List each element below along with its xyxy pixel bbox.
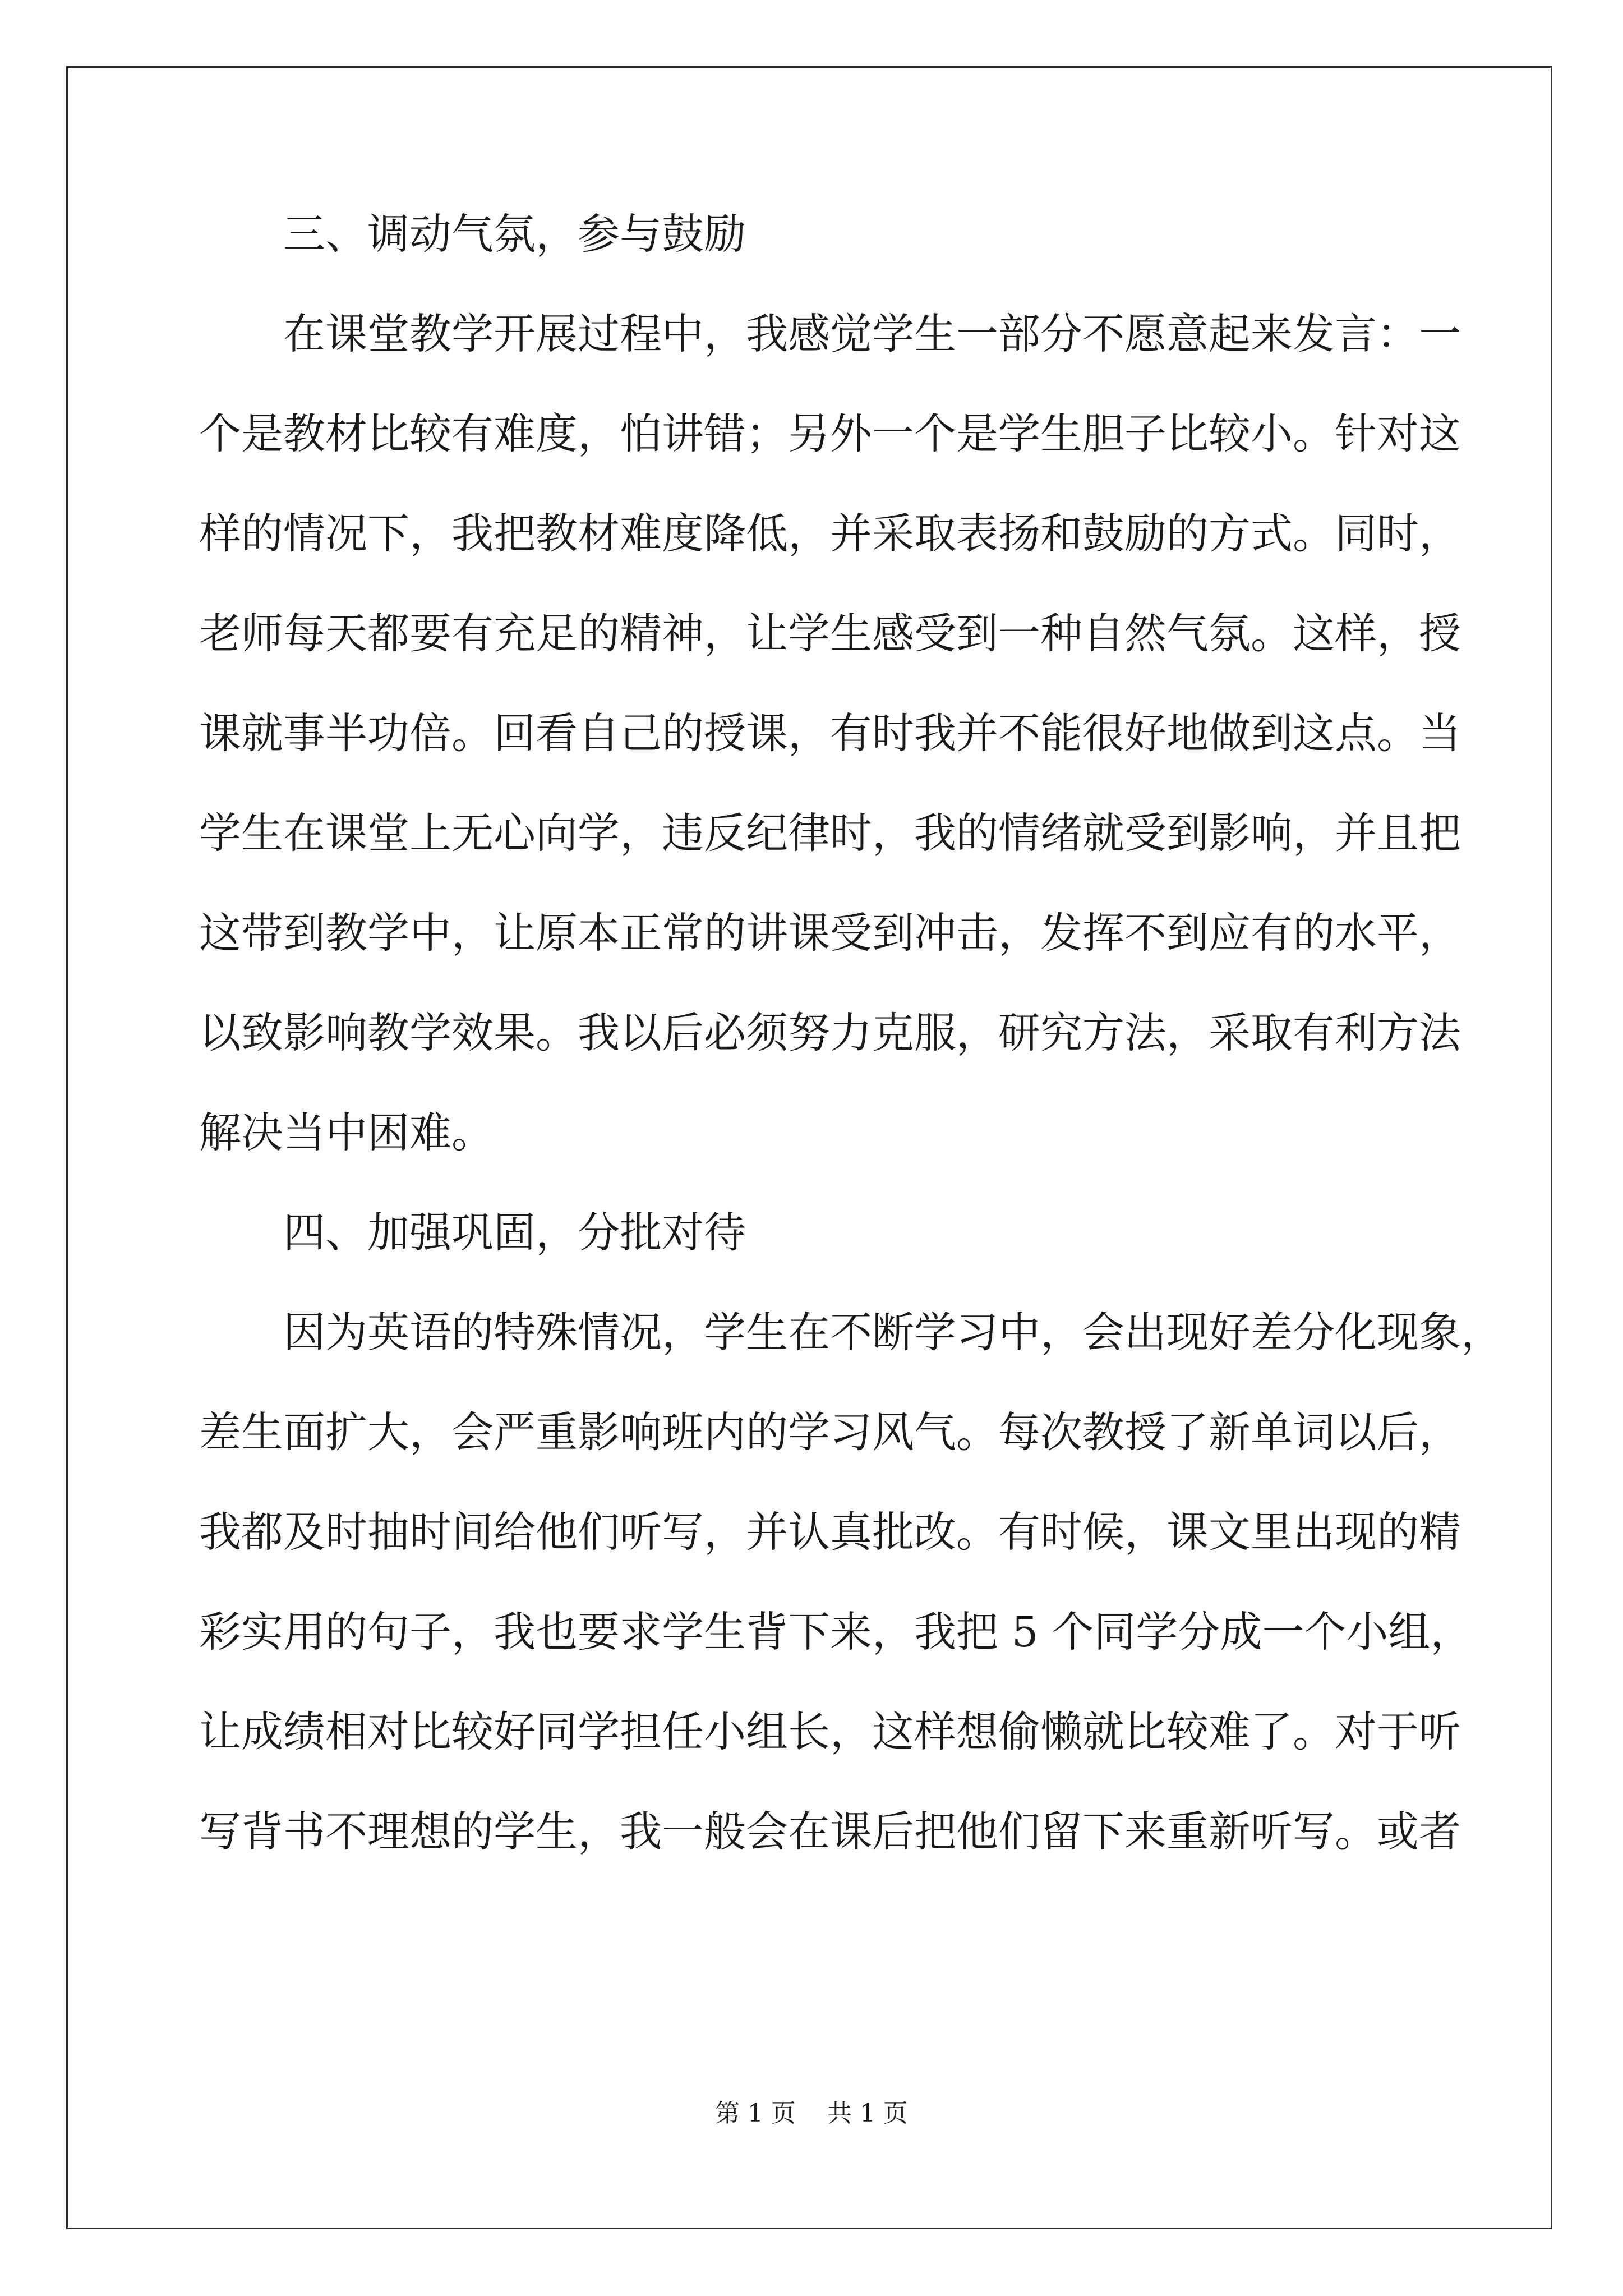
paragraph-line: 我都及时抽时间给他们听写，并认真批改。有时候，课文里出现的精 <box>199 1507 1461 1557</box>
paragraph-line: 因为英语的特殊情况，学生在不断学习中，会出现好差分化现象， <box>283 1308 1504 1357</box>
paragraph-line: 解决当中困难。 <box>199 1108 494 1157</box>
page-footer: 第 1 页 共 1 页 <box>715 2099 908 2128</box>
paragraph-line: 差生面扩大，会严重影响班内的学习风气。每次教授了新单词以后， <box>199 1407 1461 1457</box>
document-body <box>199 209 1504 1856</box>
paragraph-line: 写背书不理想的学生，我一般会在课后把他们留下来重新听写。或者 <box>199 1807 1461 1856</box>
section-heading: 四、加强巩固，分批对待 <box>283 1208 746 1257</box>
paragraph-line: 课就事半功倍。回看自己的授课，有时我并不能很好地做到这点。当 <box>199 708 1461 758</box>
paragraph-line: 个是教材比较有难度，怕讲错；另外一个是学生胆子比较小。针对这 <box>199 409 1461 458</box>
section-heading: 三、调动气氛，参与鼓励 <box>283 209 746 259</box>
paragraph-line: 老师每天都要有充足的精神，让学生感受到一种自然气氛。这样，授 <box>199 609 1461 658</box>
paragraph-line: 这带到教学中，让原本正常的讲课受到冲击，发挥不到应有的水平， <box>199 908 1461 958</box>
paragraph-line: 让成绩相对比较好同学担任小组长，这样想偷懒就比较难了。对于听 <box>199 1707 1461 1756</box>
paragraph-line: 样的情况下，我把教材难度降低，并采取表扬和鼓励的方式。同时， <box>199 509 1461 558</box>
paragraph-line: 在课堂教学开展过程中，我感觉学生一部分不愿意起来发言：一 <box>283 309 1461 358</box>
paragraph-line: 学生在课堂上无心向学，违反纪律时，我的情绪就受到影响，并且把 <box>199 808 1461 858</box>
paragraph-line: 彩实用的句子，我也要求学生背下来，我把 5 个同学分成一个小组， <box>199 1607 1473 1657</box>
paragraph-line: 以致影响教学效果。我以后必须努力克服，研究方法，采取有利方法 <box>199 1008 1461 1057</box>
